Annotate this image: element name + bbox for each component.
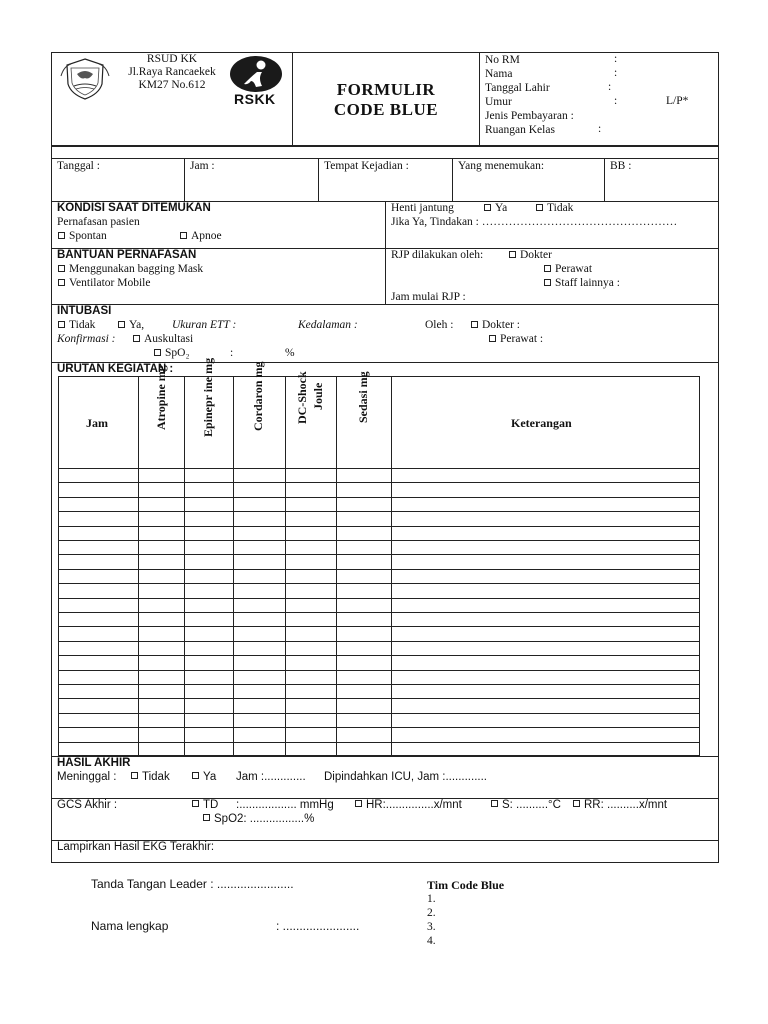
col-keterangan: Keterangan bbox=[511, 416, 572, 430]
tim-member-1: 1. bbox=[427, 893, 436, 905]
info-bb: BB : bbox=[610, 160, 632, 172]
henti-jantung-label: Henti jantung bbox=[391, 202, 454, 214]
tim-member-2: 2. bbox=[427, 907, 436, 919]
tim-member-3: 3. bbox=[427, 921, 436, 933]
hasil-jam: Jam :............. bbox=[236, 771, 306, 783]
form-title-1: FORMULIR bbox=[336, 80, 436, 99]
tim-code-blue-heading: Tim Code Blue bbox=[427, 878, 505, 892]
nama-lengkap-label: Nama lengkap bbox=[91, 919, 169, 933]
hasil-meninggal: Meninggal : bbox=[57, 771, 117, 783]
hasil-heading: HASIL AKHIR bbox=[57, 757, 131, 769]
henti-jantung-tidak[interactable]: Tidak bbox=[536, 202, 573, 214]
intubasi-heading: INTUBASI bbox=[57, 305, 112, 317]
lampirkan-ekg: Lampirkan Hasil EKG Terakhir: bbox=[57, 841, 215, 853]
intubasi-tidak[interactable]: Tidak bbox=[58, 319, 95, 331]
col-atropine: Atropine mg bbox=[154, 365, 168, 430]
rskk-logo-text: RSKK bbox=[234, 91, 276, 107]
hasil-dipindahkan-icu: Dipindahkan ICU, Jam :............. bbox=[324, 771, 487, 783]
spo2-percent: % bbox=[285, 347, 295, 359]
jika-ya-tindakan: Jika Ya, Tindakan : …………………………………………… bbox=[391, 216, 678, 228]
tanda-tangan-leader: Tanda Tangan Leader : ....................... bbox=[91, 877, 294, 891]
col-dc-shock-joule: Joule bbox=[311, 382, 325, 410]
hasil-ya[interactable]: Ya bbox=[192, 771, 216, 783]
rskk-logo bbox=[228, 54, 284, 108]
vital-td[interactable]: TD bbox=[192, 799, 218, 811]
tim-member-4: 4. bbox=[427, 935, 436, 947]
bantuan-heading: BANTUAN PERNAFASAN bbox=[57, 249, 197, 261]
option-spontan[interactable]: Spontan bbox=[58, 230, 107, 242]
col-jam: Jam bbox=[86, 416, 108, 430]
konfirmasi-auskultasi[interactable]: Auskultasi bbox=[133, 333, 193, 345]
rjp-perawat[interactable]: Perawat bbox=[544, 263, 592, 275]
hospital-name: RSUD KK bbox=[146, 53, 198, 65]
hospital-address-2: KM27 No.612 bbox=[138, 79, 206, 91]
gcs-akhir: GCS Akhir : bbox=[57, 799, 118, 811]
vital-rr[interactable]: RR: ..........x/mnt bbox=[573, 799, 667, 811]
kegiatan-table bbox=[58, 376, 700, 756]
intubasi-perawat[interactable]: Perawat : bbox=[489, 333, 543, 345]
kondisi-pernafasan: Pernafasan pasien bbox=[57, 216, 140, 228]
option-ventilator[interactable]: Ventilator Mobile bbox=[58, 277, 150, 289]
vital-td-value: :.................. mmHg bbox=[236, 799, 334, 811]
info-yang-menemukan: Yang menemukan: bbox=[458, 160, 545, 172]
kedalaman: Kedalaman : bbox=[298, 319, 358, 331]
hospital-address-1: Jl.Raya Rancaekek bbox=[128, 66, 216, 78]
jam-mulai-rjp: Jam mulai RJP : bbox=[391, 291, 466, 303]
field-umur: Umur bbox=[485, 96, 512, 108]
intubasi-dokter[interactable]: Dokter : bbox=[471, 319, 520, 331]
vital-spo2[interactable]: SpO2: .................% bbox=[203, 813, 314, 825]
option-bagging-mask[interactable]: Menggunakan bagging Mask bbox=[58, 263, 203, 275]
rjp-dokter[interactable]: Dokter bbox=[509, 249, 552, 261]
field-ruangan-kelas: Ruangan Kelas bbox=[485, 124, 555, 136]
konfirmasi: Konfirmasi : bbox=[57, 333, 116, 345]
hasil-tidak[interactable]: Tidak bbox=[131, 771, 170, 783]
info-tanggal: Tanggal : bbox=[57, 160, 100, 172]
field-gender: L/P* bbox=[666, 95, 689, 107]
intubasi-ya[interactable]: Ya, bbox=[118, 319, 144, 331]
col-sedasi: Sedasi mg bbox=[356, 371, 370, 423]
urutan-heading: URUTAN KEGIATAN : bbox=[57, 363, 174, 375]
field-tanggal-lahir: Tanggal Lahir bbox=[485, 82, 550, 94]
form-title-2: CODE BLUE bbox=[333, 100, 439, 119]
info-tempat-kejadian: Tempat Kejadian : bbox=[324, 160, 409, 172]
ukuran-ett: Ukuran ETT : bbox=[172, 319, 237, 331]
rjp-label: RJP dilakukan oleh: bbox=[391, 249, 484, 261]
col-dc-shock: DC-Shock bbox=[295, 371, 309, 424]
field-jenis-pembayaran: Jenis Pembayaran : bbox=[485, 110, 574, 122]
field-no-rm: No RM bbox=[485, 54, 520, 66]
intubasi-oleh: Oleh : bbox=[425, 319, 454, 331]
option-apnoe[interactable]: Apnoe bbox=[180, 230, 222, 242]
nama-lengkap-value: : ....................... bbox=[276, 919, 360, 933]
konfirmasi-spo2[interactable]: SpO₂ bbox=[154, 347, 189, 359]
vital-suhu[interactable]: S: ..........°C bbox=[491, 799, 561, 811]
kondisi-heading: KONDISI SAAT DITEMUKAN bbox=[57, 202, 211, 214]
col-cordarone: Cordaron mg bbox=[251, 361, 265, 431]
field-nama: Nama bbox=[485, 68, 513, 80]
vital-hr[interactable]: HR:...............x/mnt bbox=[355, 799, 462, 811]
col-epinephrine: Epinepr ine mg bbox=[201, 357, 215, 437]
info-jam: Jam : bbox=[190, 160, 215, 172]
crest-logo bbox=[59, 56, 111, 102]
henti-jantung-ya[interactable]: Ya bbox=[484, 202, 507, 214]
rjp-staff-lainnya[interactable]: Staff lainnya : bbox=[544, 277, 620, 289]
